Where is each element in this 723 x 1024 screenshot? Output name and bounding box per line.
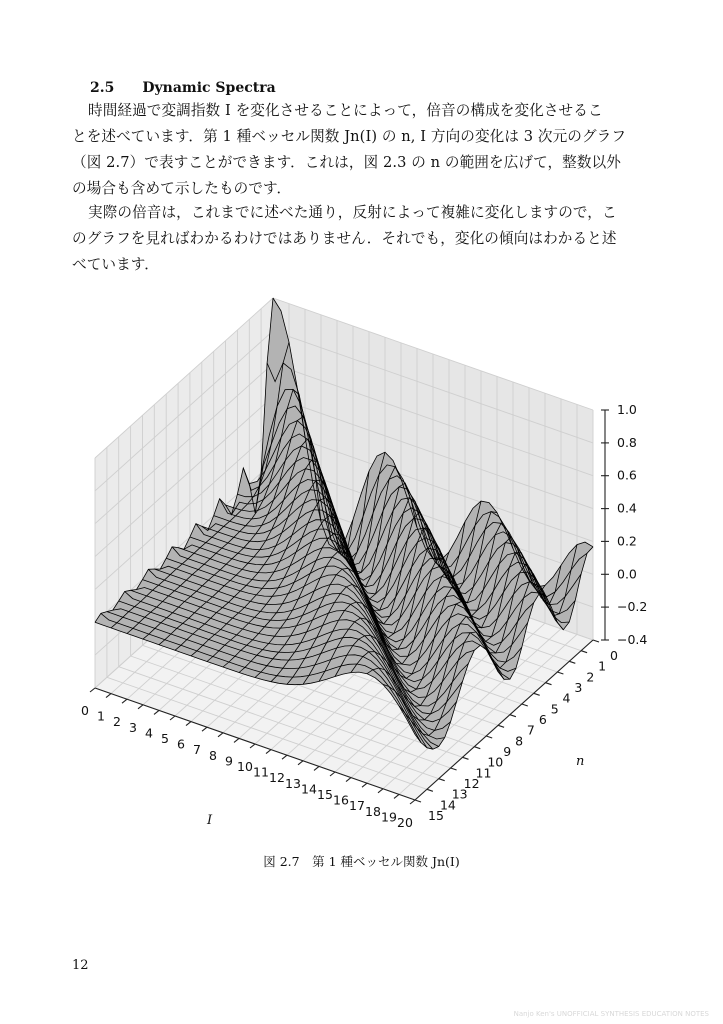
paragraph-line: （図 2.7）で表すことができます．これは，図 2.3 の n の範囲を広げて，整数以外 (72, 154, 621, 171)
n-tick-label: 0 (610, 648, 618, 663)
i-tick-label: 0 (81, 703, 89, 718)
n-tick-mark (593, 640, 599, 642)
n-tick-mark (569, 661, 575, 663)
y-axis-label: n (576, 754, 585, 769)
n-tick-mark (439, 779, 445, 781)
i-tick-label: 1 (97, 708, 105, 724)
i-tick-label: 20 (397, 815, 413, 830)
z-tick-label: −0.4 (617, 632, 648, 647)
i-tick-mark (330, 772, 335, 776)
i-tick-mark (122, 699, 127, 703)
n-tick-label: 6 (538, 712, 547, 727)
section-number: 2.5 (90, 80, 115, 96)
paragraph-1 (72, 98, 652, 202)
n-tick-label: 11 (475, 765, 492, 781)
i-tick-label: 4 (145, 725, 153, 741)
i-tick-mark (378, 789, 383, 793)
n-tick-mark (546, 683, 552, 685)
i-tick-label: 16 (333, 792, 349, 808)
i-tick-label: 14 (301, 781, 317, 797)
paragraph-line: の場合も含めて示したものです． (72, 180, 292, 197)
section-title: Dynamic Spectra (142, 80, 276, 96)
i-tick-label: 3 (129, 719, 137, 735)
n-tick-label: 3 (574, 680, 583, 695)
i-tick-mark (410, 800, 415, 804)
i-tick-label: 11 (253, 764, 269, 780)
z-tick-label: 1.0 (617, 402, 637, 417)
n-tick-mark (522, 704, 528, 706)
i-tick-mark (346, 778, 351, 782)
n-tick-mark (451, 768, 457, 770)
i-tick-label: 15 (317, 787, 333, 802)
i-tick-mark (394, 794, 399, 798)
n-tick-mark (498, 725, 504, 727)
i-tick-mark (282, 755, 287, 759)
i-tick-mark (106, 694, 111, 698)
n-tick-label: 7 (526, 722, 535, 738)
n-tick-label: 5 (550, 701, 559, 717)
i-tick-label: 10 (237, 759, 253, 774)
n-tick-mark (534, 693, 540, 695)
i-tick-mark (90, 688, 95, 692)
n-tick-mark (474, 747, 480, 749)
i-tick-label: 2 (113, 714, 121, 730)
page-number: 12 (72, 958, 89, 973)
n-tick-mark (486, 736, 492, 738)
n-tick-label: 14 (439, 797, 456, 813)
i-tick-label: 18 (365, 803, 381, 819)
bessel-surface-figure (0, 290, 723, 850)
i-tick-label: 19 (381, 809, 397, 825)
section-heading (90, 80, 276, 96)
i-tick-label: 8 (209, 747, 217, 763)
i-tick-label: 6 (177, 736, 185, 752)
i-tick-mark (298, 761, 303, 765)
z-tick-label: 0.0 (617, 566, 637, 582)
i-tick-mark (186, 722, 191, 726)
i-tick-mark (250, 744, 255, 748)
paragraph-line: べています． (72, 256, 159, 273)
n-tick-mark (581, 651, 587, 653)
i-tick-label: 13 (285, 775, 301, 791)
i-tick-label: 12 (269, 770, 285, 786)
n-tick-mark (415, 800, 421, 802)
paragraph-line: 実際の倍音は，これまでに述べた通り，反射によって複雑に変化しますので，こ (88, 204, 617, 221)
n-tick-mark (463, 757, 469, 759)
i-tick-label: 7 (193, 742, 201, 758)
n-tick-mark (510, 715, 516, 717)
i-tick-mark (218, 733, 223, 737)
z-tick-label: −0.2 (617, 599, 648, 615)
z-tick-label: 0.6 (617, 467, 637, 483)
i-tick-mark (266, 750, 271, 754)
i-tick-label: 9 (225, 753, 233, 769)
i-tick-mark (138, 705, 143, 709)
i-tick-label: 17 (349, 798, 365, 814)
i-tick-mark (234, 738, 239, 742)
i-tick-mark (202, 727, 207, 731)
watermark: Nanjo Ken's UNOFFICIAL SYNTHESIS EDUCATION NOTES (513, 1010, 709, 1018)
n-tick-label: 10 (487, 754, 504, 770)
i-tick-mark (362, 783, 367, 787)
paragraph-line: とを述べています．第 1 種ベッセル関数 Jn(I) の n, I 方向の変化は 3 次元のグラフ (72, 128, 627, 145)
n-tick-label: 9 (503, 744, 512, 759)
n-tick-label: 13 (451, 786, 468, 802)
bessel-surface-plot (0, 290, 723, 850)
z-tick-label: 0.8 (617, 434, 637, 450)
n-tick-label: 15 (428, 808, 444, 823)
i-tick-mark (314, 766, 319, 770)
i-tick-mark (170, 716, 175, 720)
n-tick-mark (557, 672, 563, 674)
n-tick-label: 2 (586, 669, 595, 685)
x-axis-label: I (207, 813, 213, 828)
n-tick-label: 12 (463, 776, 480, 791)
i-tick-label: 5 (161, 731, 169, 746)
z-tick-label: 0.2 (617, 533, 637, 549)
z-tick-label: 0.4 (617, 500, 637, 516)
paragraph-line: 時間経過で変調指数 I を変化させることによって，倍音の構成を変化させるこ (88, 102, 603, 119)
n-tick-label: 1 (598, 658, 607, 674)
n-tick-label: 8 (515, 733, 524, 749)
paragraph-2 (72, 200, 652, 278)
n-tick-label: 4 (562, 690, 571, 706)
n-tick-mark (427, 789, 433, 791)
i-tick-mark (154, 710, 159, 714)
figure-caption: 図 2.7 第 1 種ベッセル関数 Jn(I) (263, 854, 460, 869)
paragraph-line: のグラフを見ればわかるわけではありません．それでも，変化の傾向はわかると述 (72, 230, 617, 247)
